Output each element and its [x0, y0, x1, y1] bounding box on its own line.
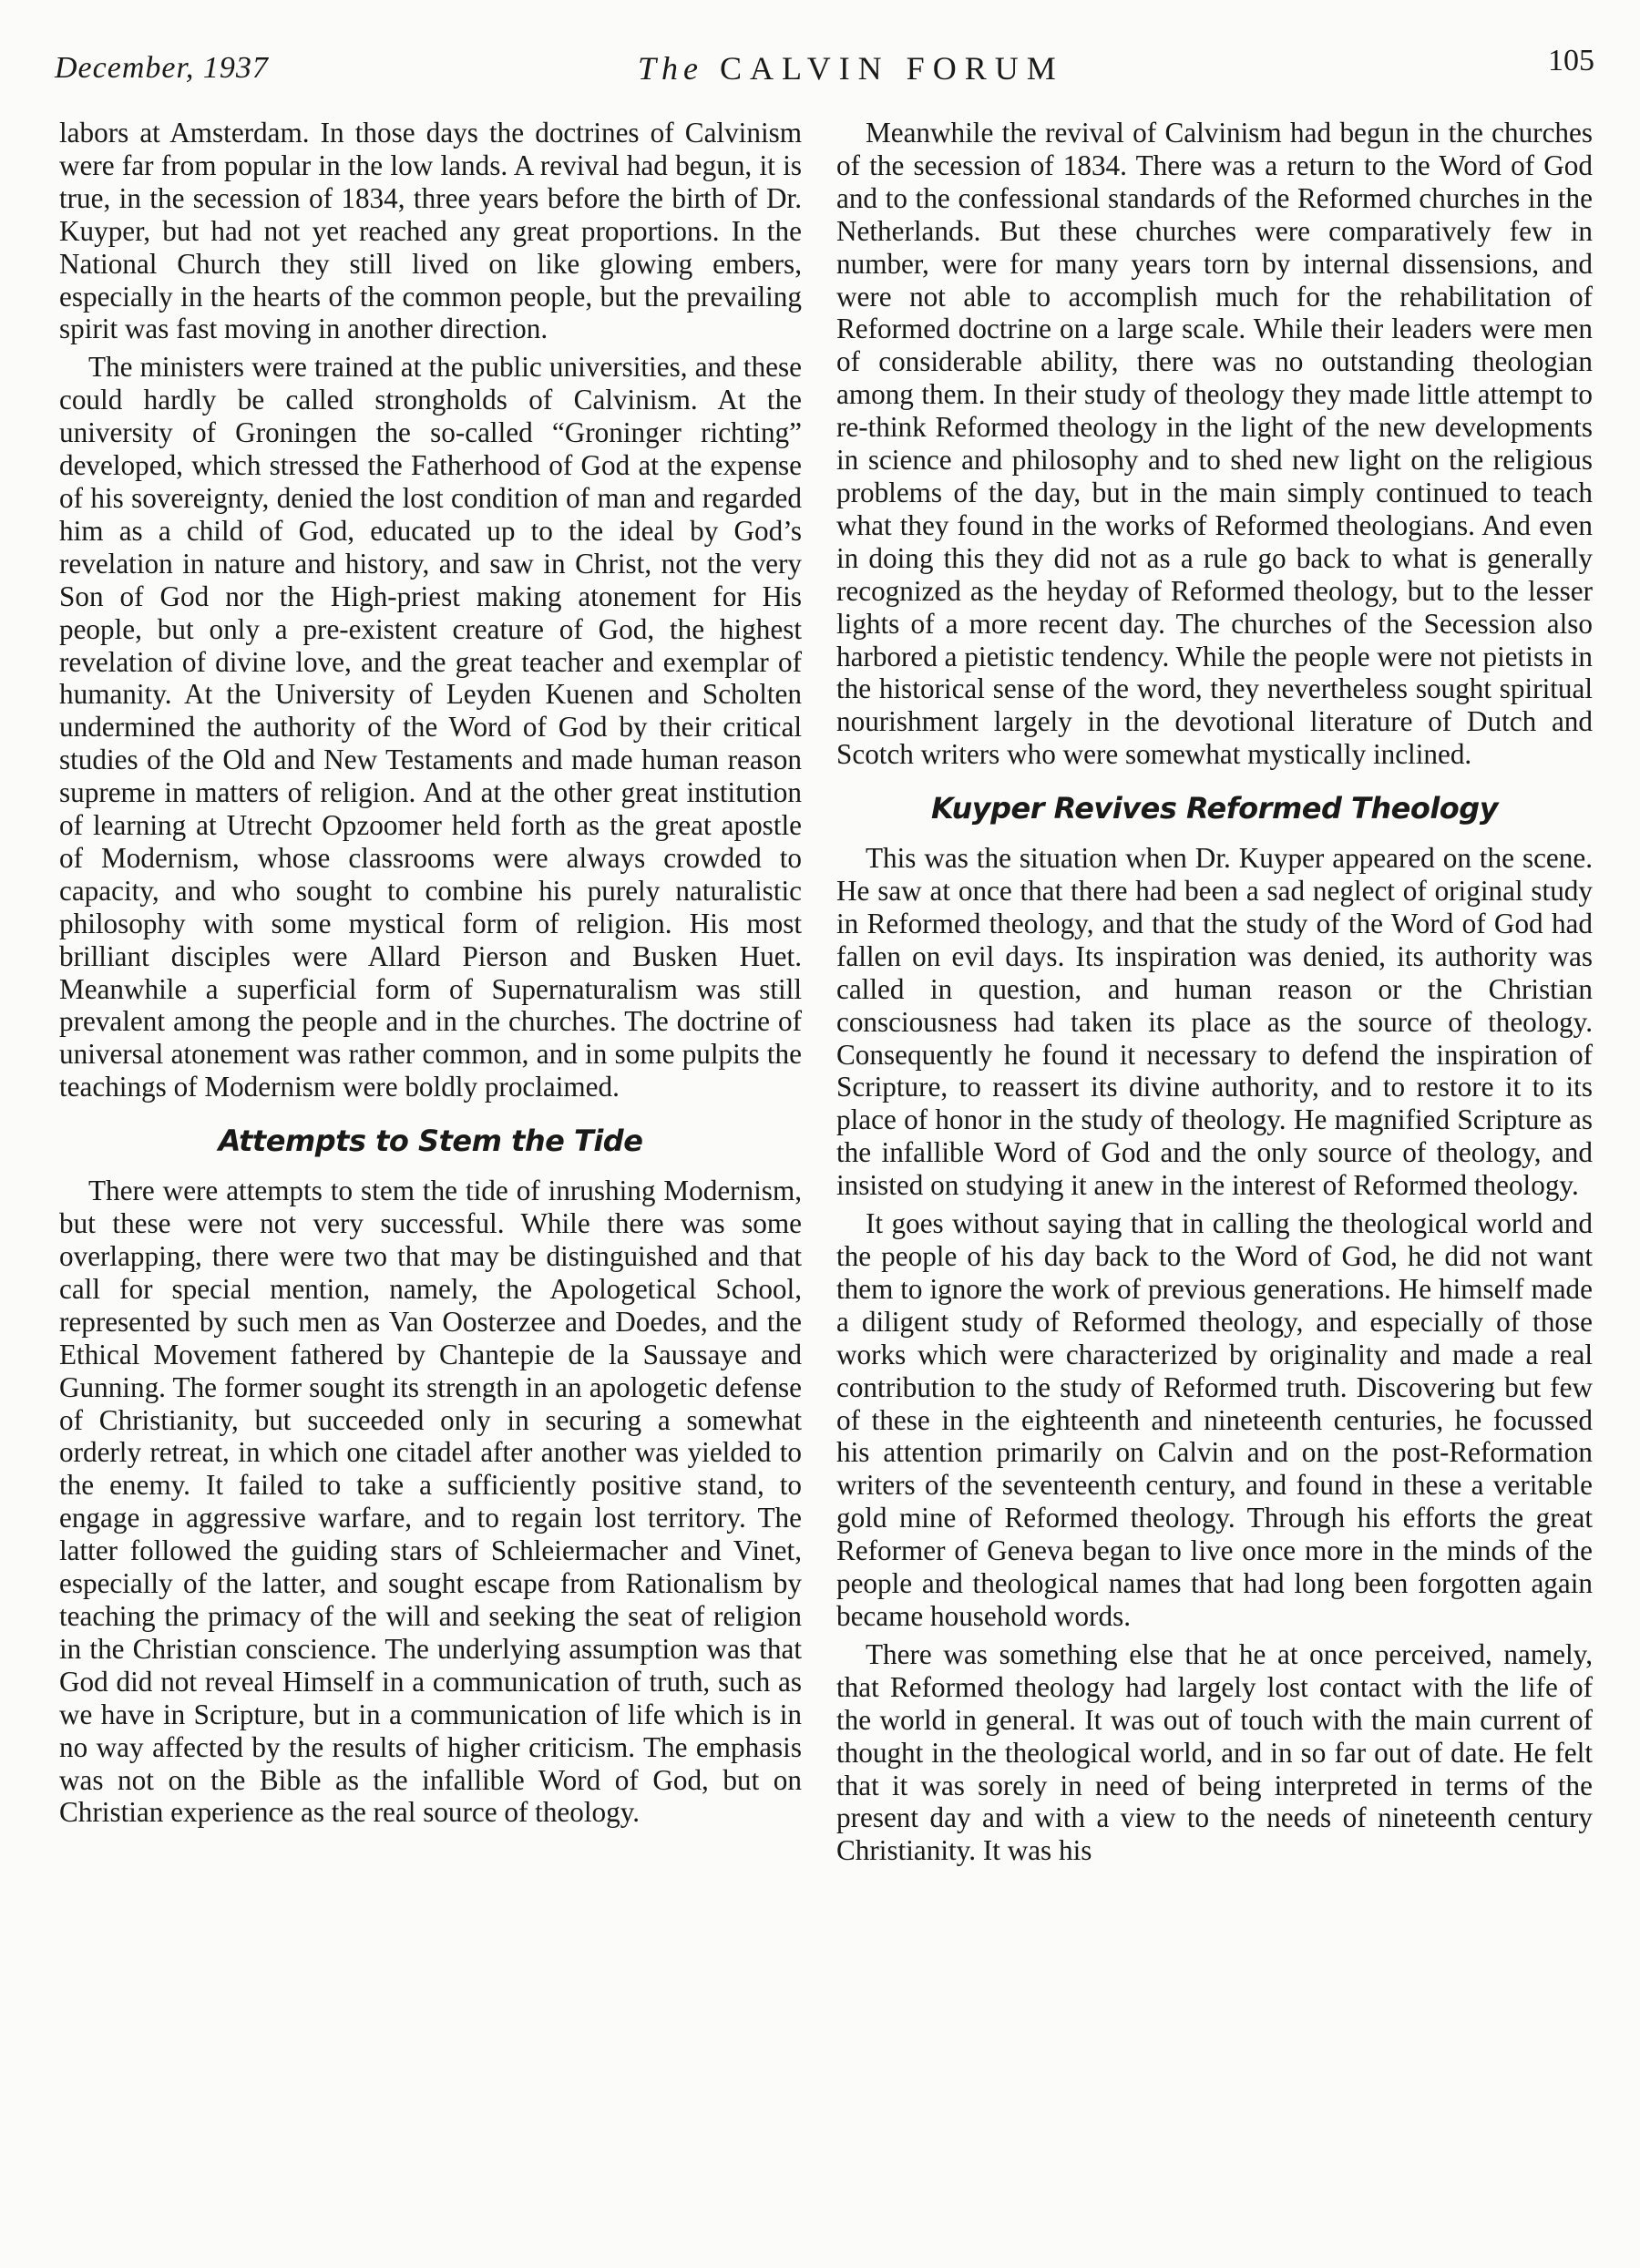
- right-column: [836, 117, 1593, 1873]
- left-paragraph-3: There were attempts to stem the tide of inrushing Modernism, but these were not very successful. While there was some overlapping, there were two that may be distinguished and that call for special mention, namely, the Apologetical School, represented by such men as Van Oosterzee and Doedes, and the Ethical Movement fathered by Chantepie de la Saussaye and Gunning. The former sought its strength in an apologetic defense of Christianity, but succeeded only in securing a somewhat orderly retreat, in which one citadel after another was yielded to the enemy. It failed to take a sufficiently positive stand, to engage in aggressive warfare, and to regain lost territory. The latter followed the guiding stars of Schleiermacher and Vinet, especially of the latter, and sought escape from Rationalism by teaching the primacy of the will and seeking the seat of religion in the Christian conscience. The underlying assumption was that God did not reveal Himself in a communication of truth, such as we have in Scripture, but in a communication of life which is in no way affected by the results of higher criticism. The emphasis was not on the Bible as the infallible Word of God, but on Christian experience as the real source of theology.: [59, 1175, 802, 1829]
- right-paragraph-1: Meanwhile the revival of Calvinism had begun in the churches of the secession of 1834. There was a return to the Word of God and to the confessional standards of the Reformed churches in the Netherlands. But these churches were comparatively few in number, were for many years torn by internal dissensions, and were not able to accomplish much for the rehabilitation of Reformed doctrine on a large scale. While their leaders were men of considerable ability, there was no outstanding theologian among them. In their study of theology they made little attempt to re-think Reformed theology in the light of the new developments in science and philosophy and to shed new light on the religious problems of the day, but in the main simply continued to teach what they found in the works of Reformed theologians. And even in doing this they did not as a rule go back to what is generally recognized as the heyday of Reformed theology, but to the lesser lights of a more recent day. The churches of the Secession also harbored a pietistic tendency. While the people were not pietists in the historical sense of the word, they nevertheless sought spiritual nourishment largely in the devotional literature of Dutch and Scotch writers who were somewhat mystically inclined.: [836, 117, 1593, 771]
- header-date: December, 1937: [55, 51, 269, 85]
- right-paragraph-2: This was the situation when Dr. Kuyper appeared on the scene. He saw at once that there had been a sad neglect of original study in Reformed theology, and that the study of the Word of God had fallen on evil days. Its inspiration was denied, its authority was called in question, and human reason or the Christian consciousness had taken its place as the source of theology. Consequently he found it necessary to defend the inspiration of Scripture, to reassert its divine authority, and to restore it to its place of honor in the study of theology. He magnified Scripture as the infallible Word of God and the only source of theology, and insisted on studying it anew in the interest of Reformed theology.: [836, 842, 1593, 1202]
- left-column: [59, 117, 802, 1834]
- right-paragraph-3: It goes without saying that in calling the theological world and the people of his day back to the Word of God, he did not want them to ignore the work of previous generations. He himself made a diligent study of Reformed theology, and especially of those works which were characterized by originality and made a real contribution to the study of Reformed truth. Discovering but few of these in the eighteenth and nineteenth centuries, he focussed his attention primarily on Calvin and on the post-Reformation writers of the seventeenth century, and found in these a veritable gold mine of Reformed theology. Through his efforts the great Reformer of Geneva began to live once more in the minds of the people and theological names that had long been forgotten again became household words.: [836, 1207, 1593, 1632]
- journal-title-article: The: [638, 50, 703, 87]
- running-header: [55, 44, 1594, 98]
- journal-title-name: CALVIN FORUM: [720, 50, 1064, 87]
- left-paragraph-2: The ministers were trained at the public universities, and these could hardly be called strongholds of Calvinism. At the university of Groningen the so-called “Groninger richting” developed, which stressed the Fatherhood of God at the expense of his sovereignty, denied the lost condition of man and regarded him as a child of God, educated up to the ideal by God’s revelation in nature and history, and saw in Christ, not the very Son of God nor the High-priest making atonement for His people, but only a pre-existent creature of God, the highest revelation of divine love, and the great teacher and exemplar of humanity. At the University of Leyden Kuenen and Scholten undermined the authority of the Word of God by their critical studies of the Old and New Testaments and made human reason supreme in matters of religion. And at the other great institution of learning at Utrecht Opzoomer held forth as the great apostle of Modernism, whose classrooms were always crowded to capacity, and who sought to combine his purely naturalistic philosophy with some mystical form of religion. His most brilliant disciples were Allard Pierson and Busken Huet. Meanwhile a superficial form of Supernaturalism was still prevalent among the people and in the churches. The doctrine of universal atonement was rather common, and in some pulpits the teachings of Modernism were boldly proclaimed.: [59, 351, 802, 1103]
- journal-title: [638, 49, 1064, 87]
- page-number: 105: [1548, 44, 1594, 77]
- right-paragraph-4: There was something else that he at once perceived, namely, that Reformed theology had largely lost contact with the life of the world in general. It was out of touch with the main current of thought in the theological world, and in so far out of date. He felt that it was sorely in need of being interpreted in terms of the present day and with a view to the needs of nineteenth century Christianity. It was his: [836, 1637, 1593, 1867]
- left-paragraph-1: labors at Amsterdam. In those days the doctrines of Calvinism were far from popular in the low lands. A revival had begun, it is true, in the secession of 1834, three years before the birth of Dr. Kuyper, but had not yet reached any great proportions. In the National Church they still lived on like glowing embers, especially in the hearts of the common people, but the prevailing spirit was fast moving in another direction.: [59, 117, 802, 345]
- section-heading-attempts: Attempts to Stem the Tide: [218, 1124, 643, 1159]
- section-heading-kuyper: Kuyper Revives Reformed Theology: [930, 791, 1499, 826]
